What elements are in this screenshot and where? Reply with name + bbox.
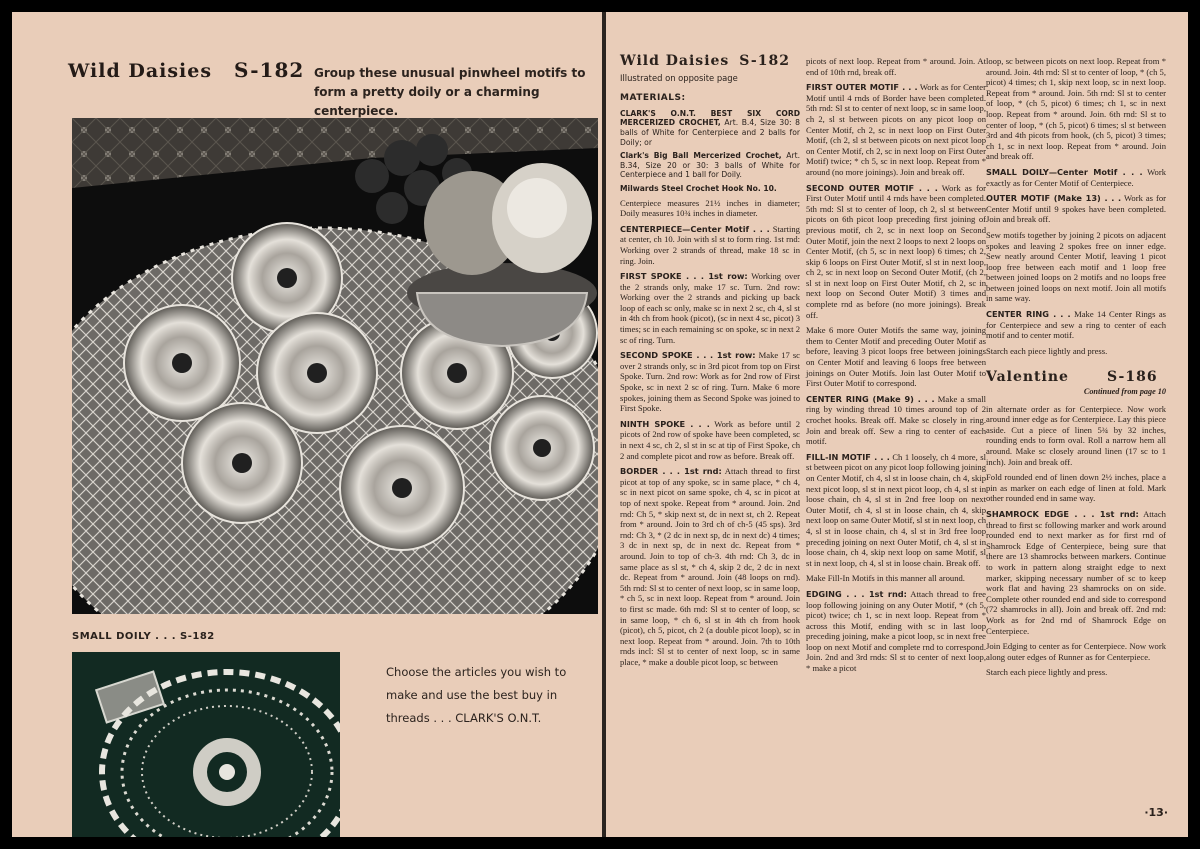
section: Join Edging to center as for Centerpiece. Now work along outer edges of Runner as for Centerpiece. [986,641,1166,662]
right-page [606,12,1188,837]
section: Make 6 more Outer Motifs the same way, joining them to Center Motif and preceding Outer Motif as before, leaving 3 picot loops free between joinings on Center Motif and leaving 6 loops free between joinings on Outer Motifs. Join last Outer Motif to First Outer Motif to correspond. [806,325,986,389]
section: NINTH SPOKE . . . Work as before until 2 picots of 2nd row of spoke have been completed, sc in next 4 sc, ch 2, sl st in sc at tip of First Spoke, ch 2 and complete picot and row as before. Break off. [620,418,800,461]
instructions-title [620,53,800,69]
material-item: Milwards Steel Crochet Hook No. 10. [620,183,777,193]
section: CENTERPIECE—Center Motif . . . Starting at center, ch 10. Join with sl st to form ring. 1st rnd: Working over 2 strands of thread, make 18 sc in ring. Join. [620,223,800,266]
section: FIRST OUTER MOTIF . . . Work as for Center Motif until 4 rnds of Border have been completed. 5th rnd: Sl st to center of next loop, sc in same loop, ch 2, sl st between picots on any picot loop on Center Motif, ch 2, sc in next loop on First Outer Motif, (ch 2, sl st between picots on next picot loop on Center Motif, ch 2, sc in next loop on First Outer Motif) twice; * ch 5, sc in next loop. Repeat from * around (no more joinings). Join and break off. [806,82,986,177]
pattern-code: S-186 [1106,369,1158,386]
page-number: ·13· [1144,806,1168,819]
section: in alternate order as for Centerpiece. Now work around inner edge as for Centerpiece. Lay this piece aside. Cut a piece of linen 5¾ by 32 inches, rounding ends to form oval. Roll a narrow hem all around. Make sc closely around linen (17 sc to 1 inch). Join and break off. [986,403,1166,467]
section: BORDER . . . 1st rnd: Attach thread to first picot at top of any spoke, sc in same place, * ch 4, sc in next picot on same spoke, ch 4, sc in picot at top of next spoke. Repeat from * around. Join. 2nd rnd: Ch 5, * skip next st, dc in next st, ch 2. Repeat from * around. Join to 3rd ch of ch-5 (45 sps). 3rd rnd: Ch 3, * (2 dc in next sp, dc in next dc) 4 times; 3 dc in next sp, dc in next dc. Repeat from * around. Join to top of ch-3. 4th rnd: Ch 3, dc in same place as sl st, * ch 4, skip 2 dc, 2 dc in next dc. Repeat from * around. Join (48 loops on rnd). 5th rnd: Sl st to center of next loop, sc in same loop, * ch 5, sc in next loop. Repeat from * around. Join to first sc made. 6th rnd: Sl st to center of loop, sc in same loop, * ch 6, sl st in 4th ch from hook (picot), ch 5, picot, ch 2 (a double picot loop), sc in next loop. Repeat from * around. Join. 7th to 10th rnds incl: Sl st to center of next loop, sc in same place, * make a double picot loop, sc between [620,466,800,667]
continued-note: Continued from page 10 [1083,387,1166,397]
promo-text: Choose the articles you wish to make and use the best buy in threads . . . CLARK'S O.N.T. [386,665,567,725]
material-item: CLARK'S O.N.T. BEST SIX CORD MERCERIZED CROCHET, Art. B.4, Size 30: 8 balls of White for Centerpiece and 2 balls for Doily; or [620,108,801,147]
section: Sew motifs together by joining 2 picots on adjacent spokes and leaving 2 spokes free on inner edge. Sew neatly around Center Motif, leaving 1 picot loop free between each motif and 1 loop free between joined loops on 2 motifs and no loops free between joined loops on next motif. Join all motifs in same way. [986,229,1166,304]
section: SMALL DOILY—Center Motif . . . Work exactly as for Center Motif of Centerpiece. [986,166,1166,188]
section: SHAMROCK EDGE . . . 1st rnd: Attach thread to first sc following marker and work around rounded end to next marker as for first rnd of Shamrock Edge of Centerpiece, being sure that there are 13 shamrocks between markers. Continue to work in pattern along straight edge to next marker, skipping necessary number of sc to keep work flat and having 23 shamrocks on on side. Complete other rounded end and side to correspond (72 shamrocks in all). Join and break off. 2nd rnd: Work as for 2nd rnd of Shamrock Edge on Centerpiece. [986,508,1166,636]
pattern-code: S-182 [234,58,305,82]
column-1 [620,53,801,672]
column-3 [986,56,1166,683]
materials-heading: MATERIALS: [620,93,686,104]
section: SECOND OUTER MOTIF . . . Work as for First Outer Motif until 4 rnds have been completed. 5th rnd: Sl st to center of loop, ch 2, sl st between picots on 6th picot loop preceding first joining of previous motif, ch 2, sc in next loop on Second Outer Motif, join the next 2 loops to next 2 loops on Center Motif, (ch 5, sc in next loop) 6 times; ch 2, skip 6 loops on First Outer Motif, sl st in next loop, ch 2, sc in next loop on Second Outer Motif, (ch 2, sl st in next loop on First Outer Motif, ch 2, sc in next loop on Second Outer Motif) 3 times and complete rnd as before (no more joinings). Break off. [806,182,986,320]
materials-list [620,109,800,194]
section: CENTER RING . . . Make 14 Center Rings as for Centerpiece and sew a ring to center of each motif and to center motif. [986,309,1167,341]
pattern-code: S-182 [739,53,790,69]
section: Make Fill-In Motifs in this manner all around. [806,573,965,584]
section: FILL-IN MOTIF . . . Ch 1 loosely, ch 4 more, sl st between picot on any picot loop following joining on Center Motif, ch 4, sl st in loose chain, ch 4, skip next picot loop, sl st in next picot loop, ch 4, sl st in loose chain, ch 4, sl st in 2nd free loop on next Outer Motif, ch 4, sl st in loose chain, ch 4, skip next loop on same Outer Motif, sl st in next loop, ch 4, sl st in loose chain, ch 4, sl st in 3rd free loop preceding joining on next Outer Motif, ch 4, sl st in loose chain, ch 4, skip next loop on same Motif, sl st in next loop, ch 4, sl st in loose chain. Break off. [806,451,986,568]
left-page [12,12,602,837]
section: Starch each piece lightly and press. [986,667,1108,678]
valentine-title [986,369,1166,386]
column-2 [806,56,986,679]
section: EDGING . . . 1st rnd: Attach thread to free loop following joining on any Outer Motif, * (ch 5, picot) twice; ch 1, sc in next loop. Repeat from * across this Motif, ending with sc in last loop preceding joining, make a picot loop, sc in next free loop on next Motif and complete rnd to correspond. Join. 2nd and 3rd rnds: Sl st to center of next loop, * make a picot [806,588,986,674]
small-doily-photo [72,652,340,837]
section: CENTER RING (Make 9) . . . Make a small ring by winding thread 10 times around top of 2 crochet hooks. Break off. Make sc closely in ring. Join and break off. Sew a ring to center of each motif. [806,393,986,447]
measurement-text: Centerpiece measures 21½ inches in diameter; Doily measures 10¾ inches in diameter. [620,197,800,219]
section: Fold rounded end of linen down 2½ inches, place a pin as marker on each edge of linen at fold. Mark other rounded end in same way. [986,472,1166,504]
section-continued: loop, sc between picots on next loop. Repeat from * around. Join. 4th rnd: Sl st to center of loop, * (ch 5, picot) 4 times; ch 1, skip next loop, sc in next loop. Repeat from * around. Join. 5th rnd: Sl st to center of loop, * (ch 5, picot) 6 times; ch 1, sc in next loop. Repeat from * around. Join. 6th rnd: Sl st to center of loop, * (ch 5, picot) 6 times; sl st between 3rd and 4th picots from hook, (ch 5, picot) 3 times; ch 1, sc in next loop. Repeat from * around. Join and break off. [986,56,1166,162]
small-doily-label: SMALL DOILY . . . S-182 [72,631,215,642]
section: OUTER MOTIF (Make 13) . . . Work as for Center Motif until 9 spokes have been completed. Join and break off. [986,193,1166,225]
subtitle: Illustrated on opposite page [620,72,738,83]
centerpiece-doily-image [72,118,598,614]
title-text: Wild Daisies [620,53,730,69]
section: FIRST SPOKE . . . 1st row: Working over the 2 strands only, make 17 sc. Turn. 2nd row: Working over the 2 strands and picking up back loop of each sc only, make sc in next 2 sc, ch 4, sl st in 4th ch from hook (picot), (sc in next 4 sc, picot) 3 times; sc in each remaining sc on spoke, sc in next 2 sc of ring. Turn. [620,271,801,345]
section-continued: picots of next loop. Repeat from * around. Join. At end of 10th rnd, break off. [806,56,986,77]
title-text: Valentine [986,369,1069,386]
pattern-title [68,58,304,82]
title-text: Wild Daisies [68,60,213,82]
intro-text: Group these unusual pinwheel motifs to form a pretty doily or a charming centerpiece. [314,66,586,118]
centerpiece-photo [72,118,598,614]
small-doily-image [72,652,340,837]
material-item: Clark's Big Ball Mercerized Crochet, Art. B.34, Size 20 or 30: 3 balls of White for Centerpiece and 1 ball for Doily. [620,151,800,180]
section: Starch each piece lightly and press. [986,345,1108,356]
section: SECOND SPOKE . . . 1st row: Make 17 sc over 2 strands only, sc in 3rd picot from top on First Spoke. Turn. 2nd row: Work as for 2nd row of First Spoke, sc in next 2 sc of ring. Turn. Make 6 more spokes, joining them as Second Spoke was joined to First Spoke. [620,350,800,414]
